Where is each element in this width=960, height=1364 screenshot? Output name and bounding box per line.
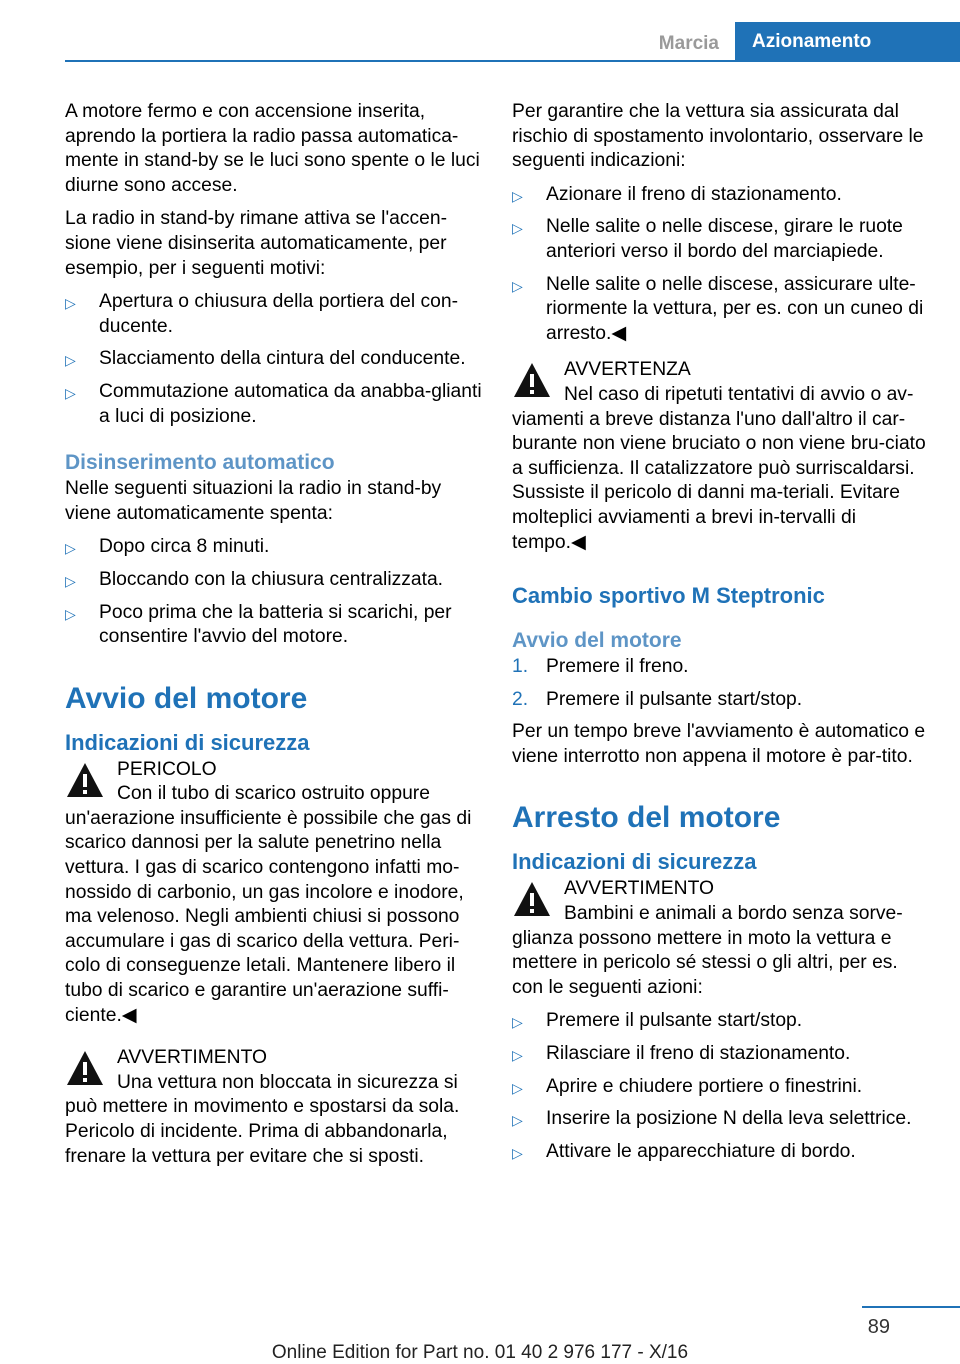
bullet-list: [65, 535, 483, 649]
triangle-bullet-icon: ▷: [512, 1112, 523, 1129]
triangle-bullet-icon: ▷: [512, 1079, 523, 1096]
list-item: ▷ Commutazione automatica da anabba‐glianti a luci di posizione.: [65, 380, 482, 427]
section-heading: Arresto del motore: [512, 801, 781, 835]
warning-title: AVVERTIMENTO: [117, 1047, 267, 1069]
paragraph: La radio in stand-by rimane attiva se l'accen‐sione viene disinserita automaticamente, per esempio, per i seguenti motivi:: [65, 208, 448, 279]
chapter-tab: Azionamento: [735, 22, 960, 62]
warning-triangle-icon: [512, 879, 552, 919]
section-heading: Avvio del motore: [65, 681, 308, 715]
left-column: [65, 100, 483, 1178]
warning-text: Nel caso di ripetuti tentativi di avvio o av‐viamenti a breve distanza l'uno dall'altro il car‐burante non viene bruciato o non viene bru‐ciato a sufficienza. Il catalizzatore può surriscaldarsi. Sussiste il pericolo di danni ma‐teriali. Evitare molteplici avviamenti a brevi in‐tervalli di tempo.◀: [512, 383, 926, 553]
triangle-bullet-icon: ▷: [512, 220, 523, 237]
warning-title: PERICOLO: [117, 758, 217, 780]
subheading: Disinserimento automatico: [65, 451, 335, 475]
bullet-list: [512, 183, 932, 347]
numbered-list: [512, 655, 932, 712]
list-item: ▷ Premere il pulsante start/stop.: [512, 1010, 803, 1032]
list-item: ▷ Nelle salite o nelle discese, girare le ruote anteriori verso il bordo del marciapiede.: [512, 216, 903, 262]
paragraph: Per garantire che la vettura sia assicurata dal rischio di spostamento involontario, osservare le seguenti indicazioni:: [512, 101, 924, 172]
paragraph: A motore fermo e con accensione inserita, aprendo la portiera la radio passa automatica‐mente in stand-by se le luci sono spente o le luci diurne sono accese.: [65, 101, 480, 196]
warning-block: [65, 1046, 483, 1169]
list-item: ▷ Apertura o chiusura della portiera del con‐ducente.: [65, 291, 459, 337]
triangle-bullet-icon: ▷: [65, 352, 76, 369]
section-tab: Marcia: [658, 33, 719, 54]
list-item: ▷ Bloccando con la chiusura centralizzata.: [65, 568, 444, 590]
bullet-list: [512, 1009, 932, 1164]
triangle-bullet-icon: ▷: [65, 384, 76, 401]
subsection-heading: Cambio sportivo M Steptronic: [512, 583, 825, 609]
edition-note: Online Edition for Part no. 01 40 2 976 177 - X/16: [271, 1342, 689, 1363]
subheading: Avvio del motore: [512, 629, 682, 653]
triangle-bullet-icon: ▷: [65, 572, 76, 589]
warning-text: Con il tubo di scarico ostruito oppure un'aerazione insufficiente è possibile che gas di scarico dannosi per la salute penetrino nella vettura. I gas di scarico contengono infatti mo‐nossido di carbonio, un gas incolore e inodore, ma velenoso. Negli ambienti chiusi si possono accumulare i gas di scarico della vettura. Peri‐colo di conseguenze letali. Mantenere libero il tubo di scarico e garantire un'aerazione suffi‐ciente.◀: [65, 783, 472, 1026]
triangle-bullet-icon: ▷: [512, 1014, 523, 1031]
list-item: ▷ Slacciamento della cintura del conducente.: [65, 348, 466, 370]
warning-title: AVVERTENZA: [564, 359, 691, 381]
warning-text: Bambini e animali a bordo senza sorve‐glianza possono mettere in moto la vettura e mettere in pericolo sé stessi o gli altri, per es. con le seguenti azioni:: [512, 903, 903, 998]
footer-rule: [862, 1306, 960, 1308]
list-item: ▷ Inserire la posizione N della leva selettrice.: [512, 1108, 912, 1130]
triangle-bullet-icon: ▷: [512, 187, 523, 204]
subsection-heading: Indicazioni di sicurezza: [512, 849, 757, 875]
list-item: ▷ Poco prima che la batteria si scarichi, per consentire l'avvio del motore.: [65, 601, 452, 648]
right-column: [512, 100, 932, 1172]
subsection-heading: Indicazioni di sicurezza: [65, 729, 310, 755]
triangle-bullet-icon: ▷: [65, 295, 76, 312]
list-item: ▷ Rilasciare il freno di stazionamento.: [512, 1043, 851, 1065]
warning-triangle-icon: [65, 760, 105, 800]
list-item: ▷ Attivare le apparecchiature di bordo.: [512, 1140, 856, 1162]
warning-block: [512, 877, 932, 1000]
triangle-bullet-icon: ▷: [512, 277, 523, 294]
warning-block: [512, 358, 932, 555]
paragraph: Nelle seguenti situazioni la radio in stand-by viene automaticamente spenta:: [65, 478, 442, 524]
list-item: ▷ Nelle salite o nelle discese, assicurare ulte‐riormente la vettura, per es. con un cuneo di arresto.◀: [512, 273, 924, 344]
list-item: 1. Premere il freno.: [512, 656, 689, 678]
triangle-bullet-icon: ▷: [512, 1144, 523, 1161]
triangle-bullet-icon: ▷: [65, 540, 76, 557]
list-item: ▷ Azionare il freno di stazionamento.: [512, 183, 842, 205]
warning-triangle-icon: [65, 1048, 105, 1088]
warning-triangle-icon: [512, 360, 552, 400]
header-rule: [65, 60, 960, 62]
warning-block: [65, 758, 483, 1029]
page-footer: [0, 1300, 960, 1362]
list-item: ▷ Dopo circa 8 minuti.: [65, 536, 270, 558]
page-number: 89: [867, 1316, 890, 1338]
triangle-bullet-icon: ▷: [65, 605, 76, 622]
bullet-list: [65, 290, 483, 429]
paragraph: Per un tempo breve l'avviamento è automatico e viene interrotto non appena il motore è par‐tito.: [512, 721, 926, 767]
warning-title: AVVERTIMENTO: [564, 878, 714, 900]
page-header: [0, 0, 960, 62]
triangle-bullet-icon: ▷: [512, 1047, 523, 1064]
list-item: 2. Premere il pulsante start/stop.: [512, 688, 803, 710]
list-item: ▷ Aprire e chiudere portiere o finestrini.: [512, 1075, 863, 1097]
warning-text: Una vettura non bloccata in sicurezza si può mettere in movimento e spostarsi da sola. Pericolo di incidente. Prima di abbandonarla, frenare la vettura per evitare che si sposti.: [65, 1071, 460, 1167]
